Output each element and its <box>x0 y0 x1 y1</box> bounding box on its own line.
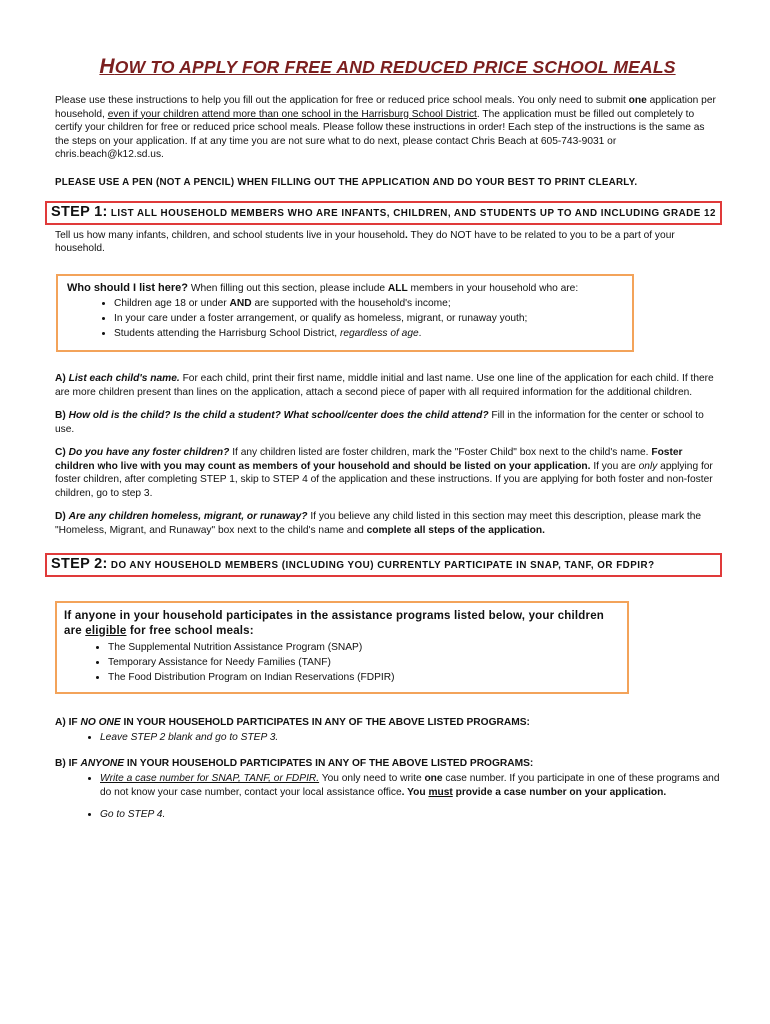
eligibility-eligible: eligible <box>85 624 127 637</box>
step2-header <box>45 553 722 577</box>
who-to-list-text-a: When filling out this section, please include <box>188 282 388 294</box>
intro-text-2: application per household, <box>55 95 716 120</box>
item-bold: complete all steps of the application. <box>366 524 545 536</box>
step1-title: LIST ALL HOUSEHOLD MEMBERS WHO ARE INFANTS, CHILDREN, AND STUDENTS UP TO AND INCLUDING GRADE 12 <box>107 208 716 219</box>
bullet-bold: . You <box>401 786 429 798</box>
list-item <box>114 297 623 311</box>
step2-item-b <box>55 757 720 822</box>
list-item: • Leave STEP 2 blank and go to STEP 3. <box>100 731 720 745</box>
step2-item-b-list <box>55 772 720 822</box>
item-text: If any children listed are foster children, mark the "Foster Child" box next to the child's name. <box>229 447 652 458</box>
item-question: How old is the child? Is the child a student? What school/center does the child attend? <box>68 410 489 421</box>
who-to-list-box <box>56 274 634 353</box>
step1-number: STEP 1: <box>51 204 108 220</box>
list-item <box>100 772 720 799</box>
item-label: A) IF <box>55 716 81 728</box>
who-to-list-all: ALL <box>387 282 408 294</box>
item-rest: IN YOUR HOUSEHOLD PARTICIPATES IN ANY OF THE ABOVE LISTED PROGRAMS: <box>120 716 530 728</box>
list-item: • The Supplemental Nutrition Assistance Program (SNAP) <box>108 641 618 655</box>
step1-item-d <box>55 510 720 537</box>
step2-item-a-heading <box>55 716 720 730</box>
step1-desc-c: They do NOT have to be related to you to be a part of your household. <box>55 229 675 254</box>
step1-desc-b: . <box>404 229 408 241</box>
bullet-text: Students attending the Harrisburg School District, <box>114 328 340 339</box>
who-to-list-question: Who should I list here? <box>67 281 188 294</box>
item-label: B) IF <box>55 757 81 769</box>
item-label: D) <box>55 511 69 522</box>
step2-number: STEP 2: <box>51 556 108 572</box>
intro-paragraph <box>55 94 720 162</box>
item-em: ANYONE <box>80 757 125 769</box>
item-text: For each child, print their first name, middle initial and last name. Use one line of the application for each child. If there are more children present than lines on the application, attach a second piece of paper with all required information for the additional children. <box>55 373 714 398</box>
eligibility-box <box>55 601 629 694</box>
pen-notice: PLEASE USE A PEN (NOT A PENCIL) WHEN FILLING OUT THE APPLICATION AND DO YOUR BEST TO PRINT CLEARLY. <box>55 176 638 188</box>
step1-header <box>45 201 722 225</box>
step2-item-a <box>55 716 720 745</box>
item-rest: IN YOUR HOUSEHOLD PARTICIPATES IN ANY OF THE ABOVE LISTED PROGRAMS: <box>124 757 534 769</box>
bullet-italic: regardless of age <box>339 328 419 339</box>
item-italic: only <box>638 460 658 472</box>
item-question: Do you have any foster children? <box>68 447 230 458</box>
item-text: Fill in the information for the center or school to use. <box>55 410 704 435</box>
intro-underlined: even if your children attend more than one school in the Harrisburg School District <box>107 108 477 120</box>
step1-item-b <box>55 409 720 436</box>
bullet-text: case number. If you participate in one of these programs and do not know your case number, contact your local assistance office <box>100 773 720 798</box>
item-question: Are any children homeless, migrant, or runaway? <box>68 511 308 522</box>
item-text: applying for foster children, after completing STEP 1, skip to STEP 4 of the application and these instructions. If you are applying for both foster and non-foster children, go to step 3. <box>55 460 713 499</box>
bullet-text: Children age 18 or under <box>114 298 230 309</box>
item-label: C) <box>55 447 69 458</box>
list-item: • Go to STEP 4. <box>100 808 720 822</box>
bullet-bold: AND <box>229 298 252 309</box>
bullet-text: In your care under a foster arrangement, or qualify as homeless, migrant, or runaway youth; <box>114 313 528 324</box>
item-bold: Foster children who live with you may count as members of your household and should be listed on your application. <box>55 447 683 472</box>
item-question: List each child's name. <box>68 373 180 384</box>
case-number-instruction: Write a case number for SNAP, TANF, or FDPIR. <box>100 773 320 784</box>
who-to-list-text-b: members in your household who are: <box>407 282 579 294</box>
program-list <box>64 641 618 685</box>
bullet-text: You only need to write <box>319 773 425 784</box>
bullet-must: must <box>428 786 453 798</box>
step1-item-a <box>55 372 720 399</box>
eligibility-heading-a: If anyone in your household participates in the assistance programs listed below, your children are <box>64 609 605 637</box>
item-text: If you are <box>590 460 639 472</box>
bullet-bold: one <box>424 773 443 784</box>
list-item: • Temporary Assistance for Needy Families (TANF) <box>108 656 618 670</box>
who-to-list-intro <box>67 282 623 296</box>
list-item <box>114 327 623 341</box>
step2-item-a-list <box>55 731 720 745</box>
intro-text-1: Please use these instructions to help you fill out the application for free or reduced price school meals. You only need to submit <box>55 95 629 106</box>
item-label: B) <box>55 410 69 421</box>
list-item: • The Food Distribution Program on Indian Reservations (FDPIR) <box>108 671 618 685</box>
title-initial: H <box>99 55 115 78</box>
step1-description <box>55 229 720 256</box>
who-to-list-bullets <box>67 297 623 341</box>
item-text: If you believe any child listed in this section may meet this description, please mark the "Homeless, Migrant, and Runaway" box next to the child's name and <box>55 511 702 536</box>
page-title <box>55 56 720 78</box>
instructions-page <box>51 55 720 824</box>
item-label: A) <box>55 373 69 384</box>
intro-text-3: . The application must be filled out completely to certify your children for free or reduced price school meals. Please follow these instructions in order! Each step of the instructions is the same as the steps on your application. If at any time you are not sure what to do next, please contact Chris Beach at 605-743-9031 or chris.beach@k12.sd.us. <box>55 108 705 160</box>
title-rest: OW TO APPLY FOR FREE AND REDUCED PRICE SCHOOL MEALS <box>114 57 676 77</box>
bullet-text: . <box>418 328 422 339</box>
eligibility-heading <box>64 609 618 639</box>
bullet-bold: provide a case number on your application. <box>452 786 667 798</box>
step2-item-b-heading <box>55 757 720 771</box>
intro-one: one <box>628 95 647 106</box>
item-em: NO ONE <box>80 716 121 728</box>
step2-title: DO ANY HOUSEHOLD MEMBERS (INCLUDING YOU) CURRENTLY PARTICIPATE IN SNAP, TANF, OR FDPIR? <box>107 560 655 571</box>
bullet-text: are supported with the household's income; <box>251 298 451 309</box>
eligibility-heading-b: for free school meals: <box>126 624 254 637</box>
list-item <box>114 312 623 326</box>
step1-item-c <box>55 446 720 500</box>
step1-desc-a: Tell us how many infants, children, and school students live in your household <box>55 229 405 241</box>
